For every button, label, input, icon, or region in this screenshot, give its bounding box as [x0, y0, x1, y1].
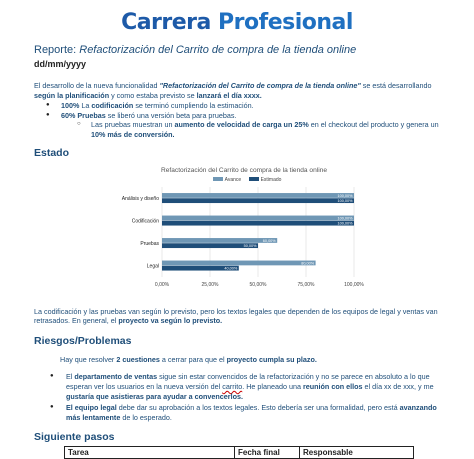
bar-data-label: 100,00% — [337, 221, 353, 226]
x-tick-label: 50,00% — [249, 281, 267, 288]
risk-list — [34, 372, 444, 422]
risk-bold: departamento de ventas — [74, 372, 158, 382]
report-title — [34, 44, 444, 56]
category-label: Pruebas — [140, 240, 159, 247]
bullet-bold: 100% — [61, 101, 80, 111]
risk-text: . He planeado una — [242, 381, 303, 391]
bar-data-label: 80,00% — [301, 260, 315, 265]
x-tick-label: 25,00% — [201, 281, 219, 288]
title-prefix: Reporte: — [34, 44, 80, 56]
sub-bullet-text: en el checkout del producto y genera un — [308, 120, 439, 130]
bar-avance — [162, 260, 316, 265]
x-tick-label: 100,00% — [344, 281, 364, 288]
bullet-bold: codificación — [91, 101, 134, 111]
estado-b1: proyecto va según lo previsto. — [118, 316, 223, 326]
bar-data-label: 40,00% — [224, 266, 238, 271]
column-header-tarea: Tarea — [65, 447, 235, 459]
list-item — [34, 372, 444, 401]
logo-part2: Profesional — [218, 10, 353, 35]
riesgos-intro-b2: proyecto cumpla su plazo. — [226, 354, 317, 364]
risk-text: el día xx de xxx, y me — [362, 381, 434, 391]
bar-data-label: 60,00% — [262, 238, 276, 243]
bar-data-label: 50,00% — [243, 243, 257, 248]
next-steps-table — [64, 446, 414, 459]
bar-data-label: 100,00% — [337, 215, 353, 220]
bullet-text: La — [79, 101, 92, 111]
legend-swatch-avance — [213, 177, 223, 181]
sub-bullet-bold: aumento de velocidad de carga un 25% — [174, 120, 309, 130]
logo-part1: Carrera — [121, 10, 219, 35]
bullet-text: se terminó cumpliendo la estimación. — [133, 101, 254, 111]
title-italic: Refactorización del Carrito de compra de la tienda online — [79, 44, 357, 56]
category-label: Legal — [146, 263, 159, 270]
risk-underline: carrito — [222, 381, 243, 391]
siguientes-heading: Siguiente pasos — [34, 431, 115, 444]
table-header-row — [65, 447, 414, 459]
intro-paragraph — [34, 81, 444, 100]
riesgos-intro-t1: Hay que resolver — [60, 354, 117, 364]
progress-chart — [114, 167, 374, 297]
progress-list — [34, 101, 444, 139]
sub-list-item — [34, 120, 444, 139]
column-header-responsable: Responsable — [300, 447, 414, 459]
risk-text: de lo esperado. — [120, 412, 172, 422]
risk-bold: avanzando más lentamente — [66, 403, 437, 422]
bullet-text: se liberó una versión beta para pruebas. — [105, 110, 237, 120]
bar-avance — [162, 193, 354, 198]
chart-legend — [114, 177, 374, 183]
bar-avance — [162, 238, 277, 243]
riesgos-intro — [34, 355, 444, 365]
intro-t3: se está desarrollando — [360, 81, 432, 90]
bar-estimado — [162, 198, 354, 203]
bar-data-label: 100,00% — [337, 198, 353, 203]
x-tick-label: 75,00% — [297, 281, 315, 288]
bullet-bold: 60% Pruebas — [61, 110, 106, 120]
risk-text: El — [66, 372, 75, 382]
intro-t1: El desarrollo de la nueva funcionalidad — [34, 81, 160, 90]
riesgos-intro-b1: 2 cuestiones — [116, 354, 160, 364]
estado-t1: La codificación y las pruebas van según lo previsto, pero los textos legales que dependen de los equipos de legal y ventas van retrasados. En general, el — [34, 306, 438, 326]
legend-label-estimado: Estimado — [260, 176, 282, 183]
legend-swatch-estimado — [249, 177, 259, 181]
intro-t2: "Refactorización del Carrito de compra de la tienda online" — [159, 81, 361, 90]
column-header-fecha: Fecha final — [235, 447, 300, 459]
estado-paragraph — [34, 307, 444, 326]
list-item — [34, 403, 444, 422]
category-label: Codificación — [131, 218, 159, 225]
sub-bullet-text: Las pruebas muestran un — [91, 120, 175, 130]
list-item — [34, 101, 444, 111]
intro-t5: y como estaba previsto se — [109, 90, 197, 100]
bar-data-label: 100,00% — [337, 193, 353, 198]
risk-bold: reunión con ellos — [302, 381, 363, 391]
logo — [0, 10, 474, 35]
riesgos-intro-t2: a cerrar para que el — [159, 354, 227, 364]
risk-text: debe dar su aprobación a los textos legales. Esto debería ser una formalidad, pero está — [116, 403, 400, 413]
report-date: dd/mm/yyyy — [34, 59, 87, 69]
riesgos-heading: Riesgos/Problemas — [34, 334, 132, 347]
estado-heading: Estado — [34, 146, 70, 159]
chart-plot — [114, 185, 374, 297]
list-item — [34, 111, 444, 121]
sub-bullet-bold: 10% más de conversión. — [91, 129, 175, 139]
risk-bold: gustaría que asistieras para ayudar a convencerlos. — [66, 391, 243, 401]
risk-text: sigue sin estar convencidos de la refactorización y no se parece en absoluto a lo que esperan ver los usuarios en la nueva versión del — [66, 372, 430, 391]
legend-label-avance: Avance — [224, 176, 242, 183]
category-label: Análisis y diseño — [121, 195, 159, 202]
bar-estimado — [162, 220, 354, 225]
bar-avance — [162, 215, 354, 220]
intro-t6: lanzará el día xxxx. — [196, 90, 262, 100]
risk-bold: El equipo legal — [66, 403, 117, 413]
x-tick-label: 0,00% — [154, 281, 170, 288]
document-page — [34, 44, 444, 459]
intro-t4: según la planificación — [34, 90, 110, 100]
chart-title: Refactorización del Carrito de compra de la tienda online — [160, 166, 328, 174]
